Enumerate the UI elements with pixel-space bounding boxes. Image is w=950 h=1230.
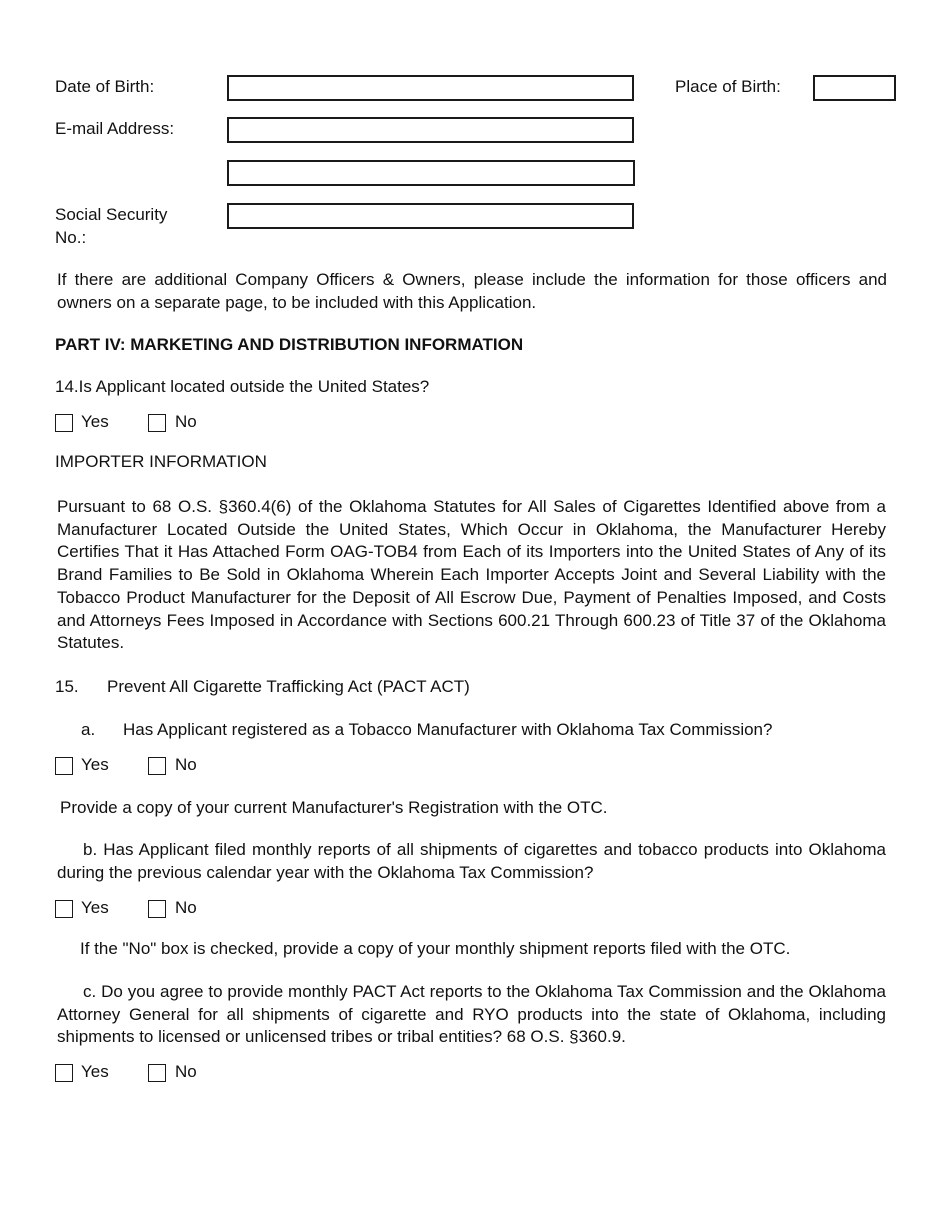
q15a-text: Has Applicant registered as a Tobacco Manufacturer with Oklahoma Tax Commission?: [123, 720, 773, 739]
q15b-no-label: No: [175, 898, 197, 917]
q15-number: 15.: [55, 677, 79, 696]
q14-no-label: No: [175, 412, 197, 431]
ssn-label-line2: No.:: [55, 228, 87, 247]
q15b-text: b. Has Applicant filed monthly reports of all shipments of cigarettes and tobacco products into Oklahoma during the previous calendar year with the Oklahoma Tax Commission?: [57, 840, 886, 882]
ssn-label-line1: Social Security: [55, 205, 168, 224]
q15b-note: If the "No" box is checked, provide a copy of your monthly shipment reports filed with the OTC.: [80, 939, 791, 958]
q14-yes-label: Yes: [81, 412, 109, 431]
importer-certification-text: Pursuant to 68 O.S. §360.4(6) of the Oklahoma Statutes for All Sales of Cigarettes Identified above from a Manufacturer Located Outside the United States, Which Occur in Oklahoma, the Manufacturer Hereby Certifies That it Has Attached Form OAG-TOB4 from Each of its Importers into the United States of Any of its Brand Families to Be Sold in Oklahoma Wherein Each Importer Accepts Joint and Several Liability with the Tobacco Product Manufacturer for the Deposit of All Escrow Due, Payment of Penalties Imposed, and Costs and Attorneys Fees Imposed in Accordance with Sections 600.21 Through 600.23 of Title 37 of the Oklahoma Statutes.: [57, 497, 886, 653]
dob-label: Date of Birth:: [55, 77, 155, 96]
q15c-yes-label: Yes: [81, 1062, 109, 1081]
q15a-yes-label: Yes: [81, 755, 109, 774]
q15a-yes-checkbox[interactable]: [55, 757, 73, 775]
q15a-no-checkbox[interactable]: [148, 757, 166, 775]
email-field[interactable]: [227, 117, 634, 143]
email-extra-field[interactable]: [227, 160, 635, 186]
q14-no-checkbox[interactable]: [148, 414, 166, 432]
q15b-yes-label: Yes: [81, 898, 109, 917]
pob-field[interactable]: [813, 75, 896, 101]
q14-text: 14.Is Applicant located outside the United States?: [55, 377, 430, 396]
q15b-no-checkbox[interactable]: [148, 900, 166, 918]
q15a-letter: a.: [81, 720, 96, 739]
dob-field[interactable]: [227, 75, 634, 101]
q15c-no-label: No: [175, 1062, 197, 1081]
q15c-text: c. Do you agree to provide monthly PACT Act reports to the Oklahoma Tax Commission and the Oklahoma Attorney General for all shipments of cigarette and RYO products into the state of Oklahoma, including shipments to licensed or unlicensed tribes or tribal entities? 68 O.S. §360.9.: [57, 982, 886, 1047]
pob-label: Place of Birth:: [675, 77, 781, 96]
importer-heading: IMPORTER INFORMATION: [55, 452, 267, 471]
email-label: E-mail Address:: [55, 119, 175, 138]
q14-yes-checkbox[interactable]: [55, 414, 73, 432]
q15-title: Prevent All Cigarette Trafficking Act (PACT ACT): [107, 677, 470, 696]
q15c-yes-checkbox[interactable]: [55, 1064, 73, 1082]
q15b-yes-checkbox[interactable]: [55, 900, 73, 918]
additional-officers-note: If there are additional Company Officers & Owners, please include the information for those officers and owners on a separate page, to be included with this Application.: [57, 270, 887, 312]
ssn-field[interactable]: [227, 203, 634, 229]
q15a-no-label: No: [175, 755, 197, 774]
q15c-no-checkbox[interactable]: [148, 1064, 166, 1082]
part-iv-heading: PART IV: MARKETING AND DISTRIBUTION INFORMATION: [55, 335, 524, 354]
q15a-note: Provide a copy of your current Manufacturer's Registration with the OTC.: [60, 798, 608, 817]
